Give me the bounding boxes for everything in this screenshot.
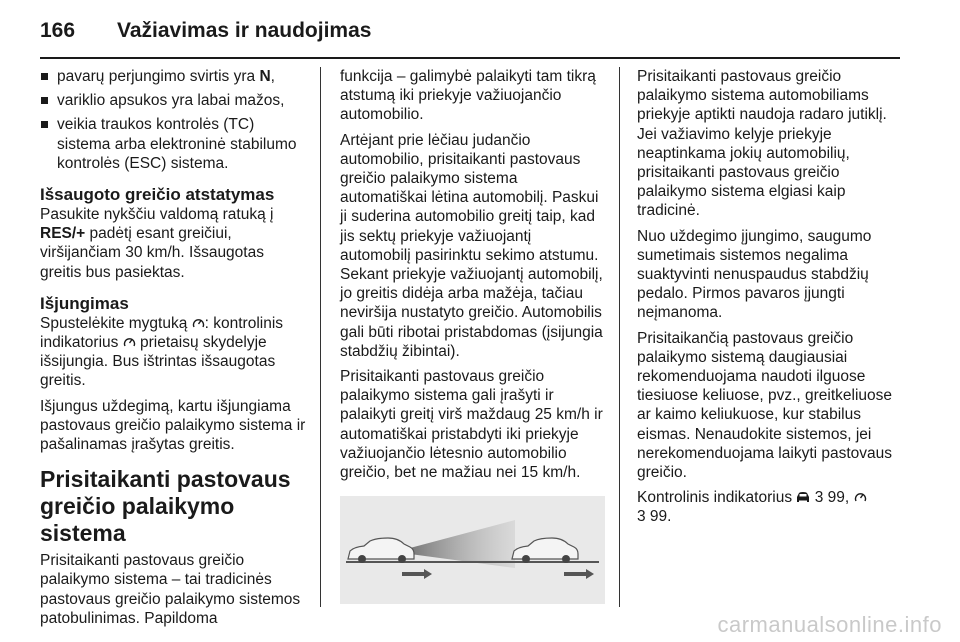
cruise-control-icon — [123, 336, 136, 348]
column-divider — [320, 67, 321, 607]
column-divider — [619, 67, 620, 607]
column-left — [40, 67, 308, 634]
car-ahead-icon — [796, 491, 810, 503]
section-heading-acc: Prisitaikanti pastovaus greičio palaikymo sistema — [40, 466, 291, 547]
acc-text-2: Artėjant prie lėčiau judančio automobilio, prisitaikanti pastovaus greičio palaikymo sistema automatiškai lėtina automobilį. Paskui ji suderina automobilio greitį taip, kad jis sektų priekyje važiuojantį automobilį pasirinktu sekimo atstumu. Sekant priekyje važiuojantį automobilį, jo greitis didėja arba mažėja, tačiau neviršija nustatyto greičio. Automobilis gali būti ribotai pristabdomas (įsijungia stabdžių žibintai). — [340, 131, 603, 360]
indicator-reference: Kontrolinis indikatorius 3 99, 3 99. — [637, 488, 902, 526]
acc-text-3: Prisitaikanti pastovaus greičio palaikymo sistema gali įrašyti ir palaikyti greitį virš maždaug 25 km/h ir automatiškai pristabdyti iki priekyje važiuojančio lėtesnio automobilio greičio, bet ne mažiau nei 15 km/h. — [340, 368, 603, 482]
reference-arrow[interactable]: 3 — [637, 508, 646, 526]
page-reference-link[interactable]: 99. — [645, 508, 672, 526]
restore-text: Pasukite nykščiu valdomą ratuką į RES/+ padėtį esant greičiui, viršijančiam 30 km/h. Išsaugotas greitis bus pasiektas. — [40, 206, 274, 281]
off-text-2: Išjungus uždegimą, kartu išjungiama pastovaus greičio palaikymo sistema ir pašalinamas įrašytas greitis. — [40, 397, 306, 454]
bullet-square-icon — [41, 121, 48, 128]
header-rule — [40, 57, 900, 59]
column-right — [637, 67, 902, 533]
reference-arrow[interactable]: 3 — [814, 489, 824, 507]
acc-intro: Prisitaikanti pastovaus greičio palaikymo sistema – tai tradicinės pastovaus greičio palaikymo sistemos patobulinimas. Papildoma — [40, 552, 301, 627]
acc-text-6: Prisitaikančią pastovaus greičio palaikymo sistemą daugiausiai rekomenduojama naudoti ilguose tiesiuose keliuose, pvz., greitkeliuose ar kaimo keliukuose, kur stabilus eismas. Nenaudokite sistemos, jei nerekomenduojama laikyti pastovaus greičio. — [637, 329, 893, 482]
acc-text-4: Prisitaikanti pastovaus greičio palaikymo sistema automobiliams priekyje aptikti naudoja radaro jutiklį. Jei važiavimo kelyje priekyje neaptinkama jokių automobilių, prisitaikanti pastovaus greičio palaikymo sistema elgiasi kaip tradicinė. — [637, 68, 887, 220]
page-reference-link[interactable]: 99, — [823, 489, 854, 507]
section-heading-off: Išjungimas — [40, 293, 129, 313]
section-heading-restore: Išsaugoto greičio atstatymas — [40, 185, 275, 205]
bullet-square-icon — [41, 97, 48, 104]
watermark: carmanualsonline.info — [717, 612, 942, 637]
acc-text-5: Nuo uždegimo įjungimo, saugumo sumetimais sistemos negalima suaktyvinti nenuspaudus stabdžių pedalo. Pirmos pavaros įjungti neįmanoma. — [637, 227, 872, 322]
list-item: pavarų perjungimo svirtis yra N, — [40, 67, 308, 86]
acc-text-1: funkcija – galimybė palaikyti tam tikrą atstumą iki priekyje važiuojančio automobilio. — [340, 68, 596, 124]
column-middle — [340, 67, 605, 604]
off-text-1: Spustelėkite mygtuką : kontrolinis indikatorius prietaisų skydelyje išsijungia. Bus ištrintas išsaugotas greitis. — [40, 314, 284, 390]
page-number: 166 — [40, 19, 76, 42]
cruise-control-icon — [854, 491, 867, 503]
page-title: Važiavimas ir naudojimas — [117, 19, 372, 42]
cruise-control-icon — [192, 317, 205, 329]
bullet-square-icon — [41, 73, 48, 80]
list-item: veikia traukos kontrolės (TC) sistema arba elektroninė stabilumo kontrolės (ESC) sistema. — [40, 115, 308, 173]
condition-list — [40, 67, 308, 173]
list-item: variklio apsukos yra labai mažos, — [40, 91, 308, 110]
acc-radar-illustration — [340, 496, 605, 604]
